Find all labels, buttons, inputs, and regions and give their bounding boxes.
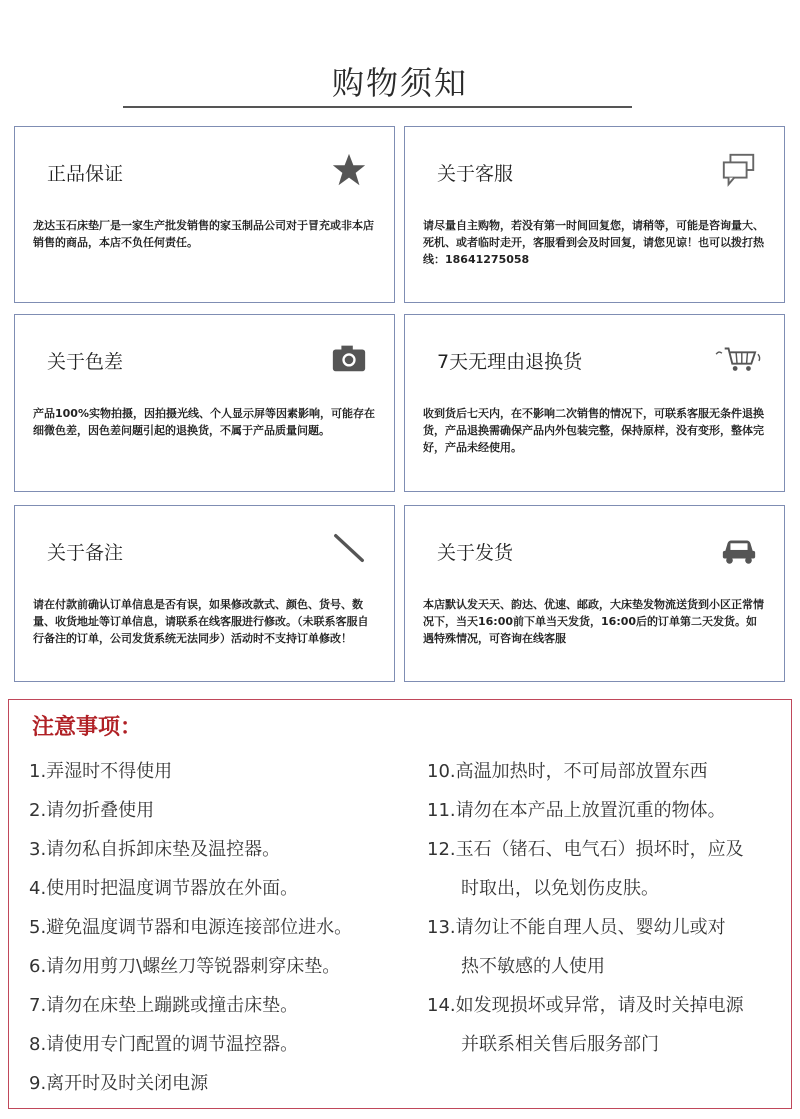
card-body: 产品100%实物拍摄，因拍摄光线、个人显示屏等因素影响，可能存在细微色差，因色差问题引起的退换货，不属于产品质量问题。 [33,407,375,437]
notice-title: 注意事项： [32,715,143,740]
page-title: 购物须知 [331,64,468,102]
shopping-cart-icon [712,339,764,377]
card-title: 关于客服 [437,163,514,185]
notice-right-column [427,752,789,1064]
card-title: 正品保证 [47,163,124,185]
card-return-policy [404,314,785,492]
card-customer-service [404,126,785,303]
notice-item: 13.请勿让不能自理人员、婴幼儿或对 [427,917,726,938]
card-color-difference [14,314,395,492]
card-body: 收到货后七天内，在不影响二次销售的情况下，可联系客服无条件退换货，产品退换需确保产品内外包装完整，保持原样，没有变形，整体完好，产品未经使用。 [423,407,764,454]
notice-item: 4.使用时把温度调节器放在外面。 [29,878,299,899]
notice-item: 14.如发现损坏或异常，请及时关掉电源 [427,995,744,1016]
notice-item: 7.请勿在床垫上蹦跳或撞击床垫。 [29,995,299,1016]
card-authenticity [14,126,395,303]
card-shipping [404,505,785,682]
card-title: 7天无理由退换货 [437,351,583,373]
card-body: 龙达玉石床垫厂是一家生产批发销售的家玉制品公司对于冒充或非本店销售的商品，本店不负任何责任。 [33,219,374,249]
card-title: 关于备注 [47,542,124,564]
car-icon [720,530,758,568]
notice-item: 12.玉石（锗石、电气石）损坏时，应及 [427,839,744,860]
notice-item: 6.请勿用剪刀\螺丝刀等锐器刺穿床垫。 [29,956,341,977]
card-order-notes [14,505,395,682]
notice-left-column [29,752,409,1103]
chat-bubbles-icon [720,151,758,189]
card-title: 关于发货 [437,542,514,564]
notice-section [8,699,792,1109]
title-divider [123,106,632,108]
card-body: 请在付款前确认订单信息是否有误，如果修改款式、颜色、货号、数量、收货地址等订单信息，请联系在线客服进行修改。（未联系客服自行备注的订单，公司发货系统无法同步）活动时不支持订单修改！ [33,598,369,645]
pen-icon [330,530,368,568]
card-body: 本店默认发天天、韵达、优速、邮政，大床垫发物流送货到小区正常情况下，当天16:00前下单当天发货，16:00后的订单第二天发货。如遇特殊情况，可咨询在线客服 [423,598,764,645]
notice-item-continuation: 时取出，以免划伤皮肤。 [461,878,659,899]
notice-item-continuation: 热不敏感的人使用 [461,956,605,977]
notice-item-continuation: 并联系相关售后服务部门 [461,1034,659,1055]
notice-item: 10.高温加热时，不可局部放置东西 [427,761,708,782]
notice-item: 5.避免温度调节器和电源连接部位进水。 [29,917,353,938]
card-title: 关于色差 [47,351,124,373]
notice-item: 8.请使用专门配置的调节温控器。 [29,1034,299,1055]
notice-item: 2.请勿折叠使用 [29,800,155,821]
card-body: 请尽量自主购物，若没有第一时间回复您，请稍等，可能是咨询量大、死机、或者临时走开，客服看到会及时回复，请您见谅！也可以拨打热线：18641275058 [423,219,764,266]
notice-item: 3.请勿私自拆卸床垫及温控器。 [29,839,281,860]
notice-item: 9.离开时及时关闭电源 [29,1073,209,1094]
star-icon [330,151,368,189]
notice-item: 1.弄湿时不得使用 [29,761,173,782]
notice-item: 11.请勿在本产品上放置沉重的物体。 [427,800,726,821]
camera-icon [330,339,368,377]
